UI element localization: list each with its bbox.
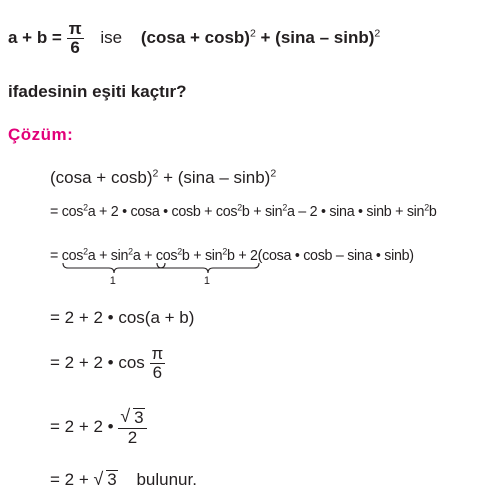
- solution-expr-a: (cosa + cosb): [50, 168, 153, 187]
- underbrace-icon: [62, 262, 166, 274]
- pi-over-six-fraction: [67, 20, 84, 57]
- solution-heading: Çözüm:: [8, 125, 74, 144]
- solution-line-6: [50, 405, 147, 447]
- underbrace-value: 1: [203, 275, 210, 287]
- square-root: [94, 470, 118, 490]
- exponent: 2: [237, 202, 242, 213]
- fraction-denominator: 6: [67, 38, 84, 57]
- solution-line-2: [50, 204, 437, 220]
- solution-line-7: [50, 470, 197, 490]
- expression-part-1: (cosa + cosb): [140, 27, 250, 47]
- solution-line-4: = 2 + 2 • cos(a + b): [50, 308, 195, 327]
- exponent: 2: [177, 246, 182, 257]
- plus-sign: +: [144, 248, 153, 264]
- term: a – 2 • sina • sinb + sin: [286, 204, 425, 220]
- underbrace-icon: [156, 262, 260, 274]
- term: cos: [61, 248, 84, 264]
- exponent: 2: [222, 246, 227, 257]
- underbrace-value: 1: [109, 275, 116, 287]
- fraction-numerator: π: [68, 19, 82, 38]
- radical-sign: √: [93, 468, 104, 489]
- solution-expr-b: + (sina – sinb): [158, 168, 271, 187]
- sqrt3-over-two-fraction: [118, 405, 146, 447]
- term: b: [428, 204, 437, 220]
- underbrace-group-b: [155, 246, 235, 287]
- term: a: [132, 248, 141, 264]
- question-line-1: [8, 20, 380, 57]
- radical-sign: √: [120, 405, 131, 426]
- sum-expression: a + b =: [8, 27, 62, 47]
- exponent: 2: [152, 167, 159, 180]
- term: b: [226, 248, 235, 264]
- pi-over-six-fraction: [150, 345, 166, 382]
- exponent: 2: [249, 27, 256, 40]
- solution-line-3: [50, 246, 414, 287]
- exponent: 2: [83, 202, 88, 213]
- term: b + sin: [241, 204, 283, 220]
- fraction-numerator: [118, 405, 146, 428]
- radicand: 3: [134, 408, 144, 427]
- fraction-denominator: 6: [150, 363, 166, 382]
- exponent: 2: [83, 246, 88, 257]
- exponent: 2: [424, 202, 429, 213]
- term: cos: [155, 248, 178, 264]
- square-root: [120, 405, 144, 428]
- term: = 2 + 2 •: [50, 416, 114, 436]
- solution-line-1: [50, 168, 276, 188]
- exponent: 2: [270, 167, 277, 180]
- fraction-numerator: π: [151, 344, 164, 363]
- question-line-2: ifadesinin eşiti kaçtır?: [8, 82, 187, 101]
- equals-sign: =: [50, 248, 59, 264]
- term: = cos: [50, 204, 84, 220]
- term: b + sin: [181, 248, 223, 264]
- expression-part-2: + (sina – sinb): [255, 27, 375, 47]
- underbrace-group-a: [61, 246, 141, 287]
- exponent: 2: [374, 27, 381, 40]
- exponent: 2: [282, 202, 287, 213]
- radicand: 3: [107, 470, 117, 489]
- conclusion-word: bulunur.: [136, 470, 197, 489]
- exponent: 2: [128, 246, 133, 257]
- term: a + 2 • cosa • cosb + cos: [87, 204, 238, 220]
- term: = 2 + 2 • cos: [50, 352, 145, 372]
- term: = 2 +: [50, 470, 89, 489]
- fraction-denominator: 2: [118, 428, 146, 447]
- solution-line-5: [50, 345, 165, 382]
- ise-word: ise: [100, 27, 123, 47]
- term: a + sin: [87, 248, 129, 264]
- term: + 2(cosa • cosb – sina • sinb): [238, 248, 414, 264]
